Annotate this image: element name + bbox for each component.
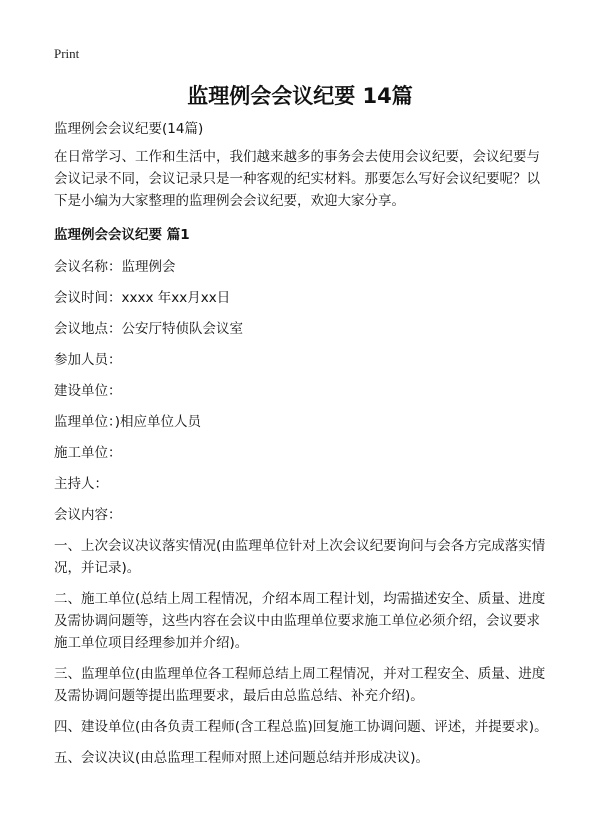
field-meeting-location: 会议地点：公安厅特侦队会议室: [54, 321, 243, 337]
field-meeting-name: 会议名称：监理例会: [54, 259, 176, 275]
print-link[interactable]: Print: [54, 46, 80, 61]
document-body: [54, 118, 550, 778]
field-meeting-time: 会议时间：xxxx 年xx月xx日: [54, 290, 231, 306]
field-supervision-unit: 监理单位：)相应单位人员: [54, 414, 202, 430]
field-attendees: 参加人员：: [54, 352, 122, 368]
agenda-item-4: 四、建设单位(由各负责工程师(含工程总监)回复施工协调问题、评述，并提要求)。: [54, 719, 548, 735]
field-meeting-content: 会议内容：: [54, 507, 122, 523]
field-construction-owner: 建设单位：: [54, 383, 122, 399]
field-contractor: 施工单位：: [54, 445, 122, 461]
agenda-item-2: 二、施工单位(总结上周工程情况，介绍本周工程计划，均需描述安全、质量、进度及需协调问题等，这些内容在会议中由监理单位要求施工单位必须介绍，会议要求施工单位项目经理参加并介绍)。: [54, 591, 546, 651]
section-heading: 监理例会会议纪要 篇1: [54, 227, 190, 243]
agenda-item-3: 三、监理单位(由监理单位各工程师总结上周工程情况，并对工程安全、质量、进度及需协调问题等提出监理要求，最后由总监总结、补充介绍)。: [54, 666, 546, 704]
document-subtitle: 监理例会会议纪要(14篇): [54, 121, 204, 137]
document-title: 监理例会会议纪要 14篇: [187, 84, 413, 108]
agenda-item-1: 一、上次会议决议落实情况(由监理单位针对上次会议纪要询问与会各方完成落实情况，并记录)。: [54, 538, 546, 576]
field-host: 主持人：: [54, 476, 108, 492]
intro-paragraph: 在日常学习、工作和生活中，我们越来越多的事务会去使用会议纪要，会议纪要与会议记录不同，会议记录只是一种客观的纪实材料。那要怎么写好会议纪要呢？以下是小编为大家整理的监理例会会议纪要，欢迎大家分享。: [54, 149, 540, 209]
agenda-item-5: 五、会议决议(由总监理工程师对照上述问题总结并形成决议)。: [54, 750, 430, 766]
